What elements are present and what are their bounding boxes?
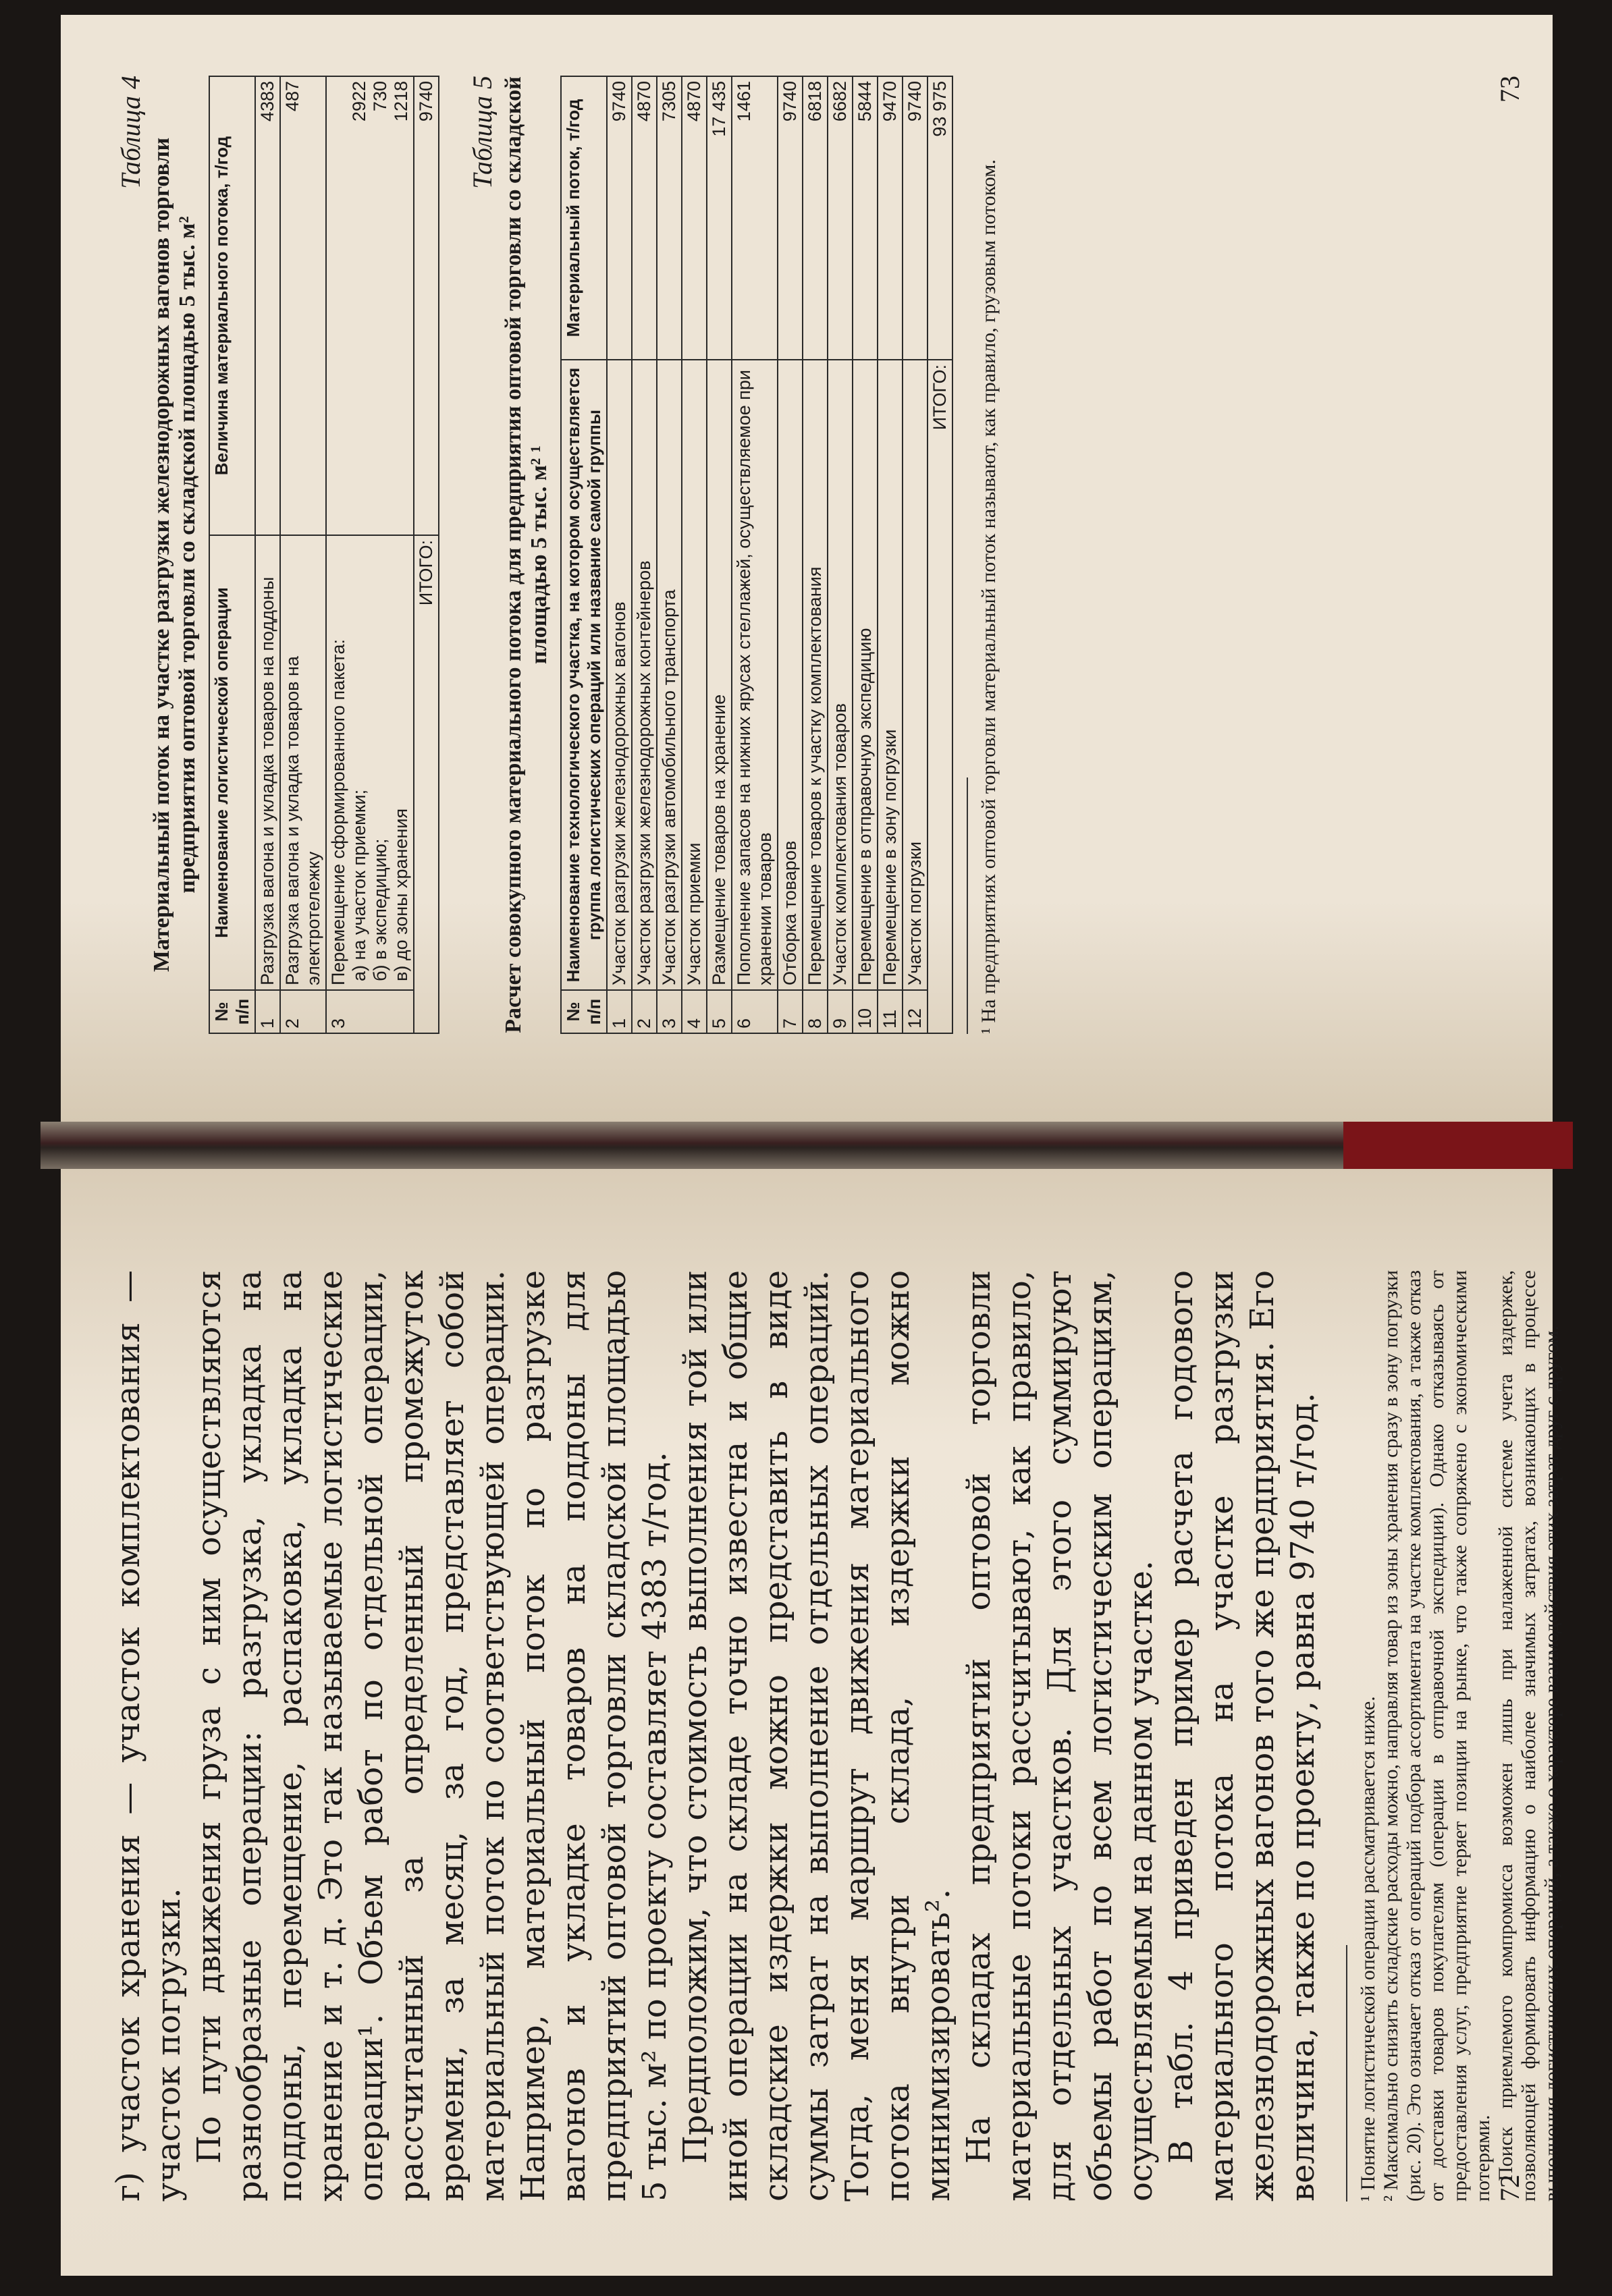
- table4-header-operation: Наименование логистической операции: [209, 535, 255, 990]
- table-row: 12 Участок погрузки 9740: [903, 76, 928, 1033]
- table5-header-flow: Материальный поток, т/год: [561, 76, 607, 360]
- footnote-divider-right: [967, 777, 968, 1034]
- paragraph-4: На складах предприятий оптовой торговли материальные потоки рассчитывают, как правило, для отдельных участков. Для этого суммируют объемы работ по всем логистическим операциям, осуществляемым на данном участке.: [960, 1270, 1160, 2202]
- footnote-2-continued: Поиск приемлемого компромисса возможен лишь при налаженной системе учета издержек, позволяющей формировать информацию о наиболее значимых затратах, возникающих в процессе выполнения логистических операций, а также о характере взаимодействия этих затрат друг с другом.: [1495, 1270, 1563, 2202]
- table4: [209, 76, 439, 1034]
- page-72: [61, 1169, 1563, 2276]
- table-row: 10 Перемещение в отправочную экспедицию 5844: [853, 76, 878, 1033]
- table5-header-section: Наименование технологического участка, на котором осуществляется группа логистических операций или название самой группы: [561, 360, 607, 990]
- table-row: 4 Участок приемки 4870: [682, 76, 707, 1033]
- table-row: 8 Перемещение товаров к участку комплектования 6818: [803, 76, 828, 1033]
- table-row: 3 Перемещение сформированного пакета: а) на участок приемки; б) в экспедицию; в) до зоны хранения 2922 730 1218: [326, 76, 414, 1033]
- table4-header-flow: Величина материального потока, т/год: [209, 76, 255, 535]
- table4-title: Материальный поток на участке разгрузки железнодорожных вагонов торговли предприятия оптовой торговли со складской площадью 5 тыс. м²: [149, 137, 200, 973]
- bookmark-ribbon: [1343, 1122, 1573, 1169]
- table4-header-no: № п/п: [209, 990, 255, 1033]
- table-row: 1 Разгрузка вагона и укладка товаров на поддоны 4383: [255, 76, 280, 1033]
- table-row: 11 Перемещение в зону погрузки 9470: [878, 76, 903, 1033]
- table5-title: Расчет совокупного материального потока для предприятия оптовой торговли со складской площадью 5 тыс. м² ¹: [501, 76, 552, 1033]
- paragraph-1: г) участок хранения — участок комплектования — участок погрузки.: [109, 1270, 188, 2202]
- table5-total-row: ИТОГО: 93 975: [928, 76, 952, 1033]
- footnote-1: ¹ Понятие логистической операции рассматривается ниже.: [1357, 1696, 1379, 2202]
- table4-label: Таблица 4: [115, 76, 146, 189]
- paragraph-5: В табл. 4 приведен пример расчета годового материального потока на участке разгрузки железнодорожных вагонов того же предприятия. Его величина, также по проекту, равна 9740 т/год.: [1162, 1270, 1322, 2202]
- table-row: 5 Размещение товаров на хранение 17 435: [707, 76, 732, 1033]
- table5-label: Таблица 5: [467, 76, 498, 189]
- paragraph-2: По пути движения груза с ним осуществляются разнообразные операции: разгрузка, укладка на поддоны, перемещение, распаковка, укладка на хранение и т. д. Это так называемые логистические операции¹. Объем работ по отдельной операции, рассчитанный за определенный промежуток времени, за месяц, за год, представляет собой материальный поток по соответствующей операции. Например, материальный поток по разгрузке вагонов и укладке товаров на поддоны для предприятий оптовой торговли складской площадью 5 тыс. м² по проекту составляет 4383 т/год.: [190, 1270, 674, 2202]
- table-row: 2 Разгрузка вагона и укладка товаров на электротележку 487: [280, 76, 326, 1033]
- table-row: 7 Отборка товаров 9740: [778, 76, 803, 1033]
- table-row: 1 Участок разгрузки железнодорожных вагонов 9740: [607, 76, 632, 1033]
- table-row: 9 Участок комплектования товаров 6682: [828, 76, 853, 1033]
- table5: [560, 76, 953, 1034]
- table-row: 6 Пополнение запасов на нижних ярусах стеллажей, осуществляемое при хранении товаров 1461: [732, 76, 778, 1033]
- paragraph-3: Предположим, что стоимость выполнения той или иной операции на складе точно известна и общие складские издержки можно представить в виде суммы затрат на выполнение отдельных операций. Тогда, меняя маршрут движения материального потока внутри склада, издержки можно минимизировать².: [676, 1270, 957, 2202]
- footnote-divider: [1346, 1945, 1347, 2202]
- footnote-right: ¹ На предприятиях оптовой торговли материальный поток называют, как правило, грузовым потоком.: [977, 159, 1000, 1034]
- table4-total-row: ИТОГО: 9740: [414, 76, 439, 1033]
- footnote-2: ² Максимально снизить складские расходы можно, направляя товар из зоны хранения сразу в зону погрузки (рис. 20). Это означает отказ от операций подбора ассортимента на участке комплектования, а также отказ от доставки товаров покупателям (операции в отправочной экспедиции). Однако отказываясь от предоставления услуг, предприятие теряет позиции на рынке, что также сопряжено с экономическими потерями.: [1380, 1270, 1494, 2202]
- page-number-left: 72: [1495, 2175, 1525, 2202]
- table5-header-no: № п/п: [561, 990, 607, 1033]
- table-row: 3 Участок разгрузки автомобильного транспорта 7305: [657, 76, 682, 1033]
- page-number-right: 73: [1495, 76, 1525, 103]
- table-row: 2 Участок разгрузки железнодорожных контейнеров 4870: [632, 76, 657, 1033]
- page-73: [61, 15, 1553, 1122]
